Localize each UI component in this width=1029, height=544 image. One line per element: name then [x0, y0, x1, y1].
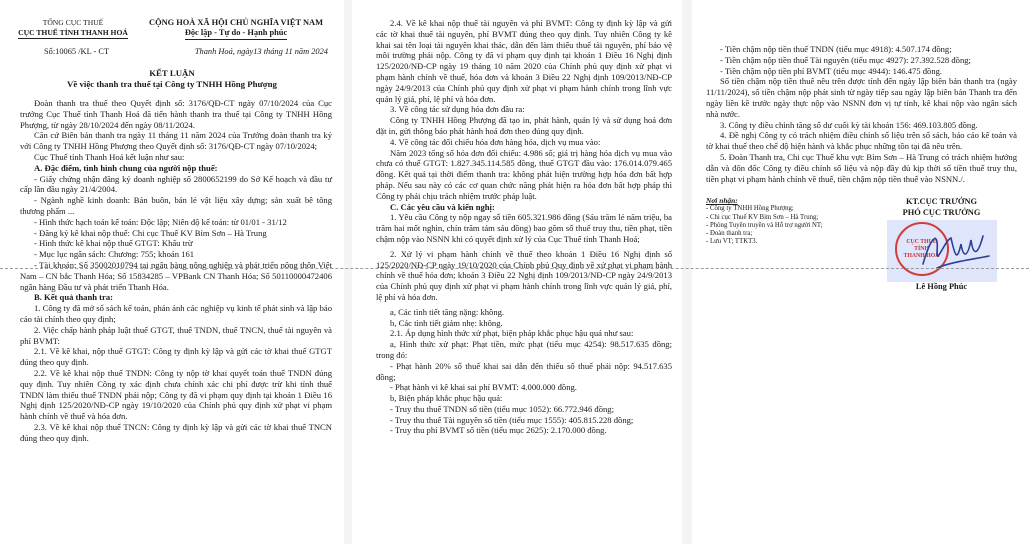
- signer-name: Lê Hồng Phúc: [915, 282, 968, 292]
- paragraph: 4. Về công tác đối chiếu hóa đơn hàng hóa, dịch vụ mua vào:: [390, 136, 601, 147]
- section-heading-b: B. Kết quả thanh tra:: [34, 292, 114, 303]
- paragraph: Đoàn thanh tra thuế theo Quyết định số: 3176/QĐ-CT ngày 07/10/2024 của Cục trưởng Cục Thuế tỉnh Thanh Hoá đã tiến hành thanh tra thuế tại Công ty TNHH Hồng Phượng, từ ngày 28/10/2024 đến ngày 08/11/2024.: [20, 98, 332, 130]
- list-item: - Đăng ký kê khai nộp thuế: Chi cục Thuế KV Bỉm Sơn – Hà Trung: [34, 227, 267, 238]
- recipient: - Chi cục Thuế KV Bỉm Sơn – Hà Trung;: [706, 213, 819, 221]
- list-item: 1. Công ty đã mở sổ sách kế toán, phản ánh các nghiệp vụ kinh tế phát sinh và lập báo cáo tài chính theo quy định;: [20, 303, 332, 324]
- signer-title: KT.CỤC TRƯỞNG: [905, 197, 978, 207]
- agency-name: CỤC THUẾ TỈNH THANH HOÁ: [18, 28, 128, 40]
- section-heading-a: A. Đặc điểm, tình hình chung của người nộp thuế:: [34, 162, 218, 173]
- list-item: - Phạt hành 20% số thuế khai sai dẫn đến thiếu số thuế phải nộp: 94.517.635 đồng;: [376, 360, 672, 382]
- signer-block: [866, 197, 1017, 293]
- list-item: - Giấy chứng nhận đăng ký doanh nghiệp số 2800652199 do Sở Kế hoạch và đầu tư cấp lần đầu ngày 21/4/2004.: [20, 173, 332, 195]
- list-item: - Hình thức hạch toán kế toán: Độc lập; Niên độ kế toán: từ 01/01 - 31/12: [34, 216, 287, 227]
- paragraph: Năm 2023 tổng số hóa đơn đối chiếu: 4.986 số; giá trị hàng hóa dịch vụ mua vào chưa có thuế GTGT: 1.827.345.114.585 đồng, thuế GTGT đầu vào: 176.014.079.465 đồng. Kết quả tại thời điểm thanh tra: không phát hiện trường hợp hóa đơn bất hợp pháp. Nếu sau này có các cơ quan chức năng phát hiện ra hóa đơn bất hợp pháp thì Công ty phải chịu trách nhiệm trước pháp luật.: [376, 147, 672, 201]
- list-item: - Tiền chậm nộp tiền thuế TNDN (tiểu mục 4918): 4.507.174 đồng;: [720, 44, 952, 54]
- nation-name: CỘNG HOÀ XÃ HỘI CHỦ NGHĨA VIỆT NAM: [149, 18, 323, 27]
- fold-line: [0, 268, 1029, 269]
- list-item: - Hình thức kê khai nộp thuế GTGT: Khấu trừ: [34, 238, 193, 249]
- list-item: - Tiền chậm nộp tiền phí BVMT (tiểu mục 4944): 146.475 đồng.: [720, 65, 943, 76]
- list-item: 2.1. Về kê khai, nộp thuế GTGT: Công ty định kỳ lập và gửi các tờ khai thuế GTGT đúng theo quy định.: [20, 346, 332, 368]
- place-date: Thanh Hoá, ngày13 tháng 11 năm 2024: [194, 47, 328, 56]
- page-gap: [682, 0, 692, 544]
- page-gap: [344, 0, 352, 544]
- paragraph: 2. Xử lý vi phạm hành chính về thuế theo khoản 1 Điều 16 Nghị định số 125/2020/NĐ-CP ngày 19/10/2020 của Chính phủ Quy định về xử phạt vi phạm hành chính về thuế hóa đơn; khoản 3 Điều 22 Nghị định 109/2013/NĐ-CP ngày 24/9/2013 của Chính phủ quy định xử phạt vi phạm hành chính trong lĩnh vực quản lý giá, phí, lệ phí và hóa đơn.: [376, 248, 672, 302]
- document-page-3: [692, 0, 1029, 544]
- recipient: - Đoàn thanh tra;: [706, 229, 753, 237]
- list-item: a, Hình thức xử phạt: Phạt tiền, mức phạt (tiểu mục 4254): 98.517.635 đồng; trong đó:: [376, 339, 672, 360]
- signer-subtitle: PHÓ CỤC TRƯỞNG: [902, 207, 981, 217]
- recipient: - Phòng Tuyên truyền và Hỗ trợ người NT;: [706, 221, 823, 229]
- list-item: - Phạt hành vi kê khai sai phí BVMT: 4.000.000 đồng.: [390, 382, 577, 393]
- national-motto-block: [138, 18, 334, 40]
- motto: Độc lập - Tự do - Hạnh phúc: [185, 28, 287, 40]
- list-item: a, Các tình tiết tăng nặng: không.: [390, 306, 505, 317]
- paragraph: 3. Về công tác sử dụng hóa đơn đầu ra:: [390, 104, 525, 115]
- recipient: - Công ty TNHH Hồng Phượng;: [706, 205, 794, 213]
- paragraph: 5. Đoàn Thanh tra, Chi cục Thuế khu vực Bỉm Sơn – Hà Trung có trách nhiệm hướng dẫn và đôn đốc Công ty điều chỉnh số liệu và nộp đầy đủ kịp thời số tiền thuế truy thu, tiền phạt vi phạm hành chính về thuế, tiền chậm nộp tiền thuế vào NSNN./.: [706, 151, 1017, 184]
- list-item: - Mục lục ngân sách: Chương: 755; khoản 161: [34, 249, 195, 260]
- seal-text: TỈNH: [914, 245, 929, 252]
- list-item: - Truy thu thuế Tài nguyên số tiền (tiểu mục 1555): 405.815.228 đồng;: [390, 414, 634, 425]
- title-line-2: Về việc thanh tra thuế tại Công ty TNHH Hồng Phượng: [67, 79, 277, 89]
- stamp-and-signature: [887, 220, 997, 282]
- list-item: 2.1. Áp dụng hình thức xử phạt, biện pháp khắc phục hậu quả như sau:: [390, 328, 634, 339]
- recipient: - Lưu VT; TTKT3.: [706, 237, 758, 245]
- title-line-1: KẾT LUẬN: [149, 68, 195, 78]
- list-item: b, Các tình tiết giảm nhẹ: không.: [390, 317, 503, 328]
- paragraph: Số tiền chậm nộp tiền thuế nêu trên được tính đến ngày lập biên bản thanh tra (ngày 11/11/2024), số tiền chậm nộp phát sinh từ ngày tiếp sau ngày lập biên bản Thanh tra đến ngày liền kề trước ngày thực nộp vào NSNN đơn vị tự tính, kê khai nộp vào ngân sách nhà nước.: [706, 76, 1017, 119]
- document-page-1: [0, 0, 344, 544]
- paragraph: 4. Đề nghị Công ty có trách nhiệm điều chỉnh số liệu trên sổ sách, báo cáo kế toán và tờ khai thuế theo chế độ hiện hành và khắc phục những tồn tại đã nêu trên.: [706, 130, 1017, 152]
- list-item: - Truy thu phí BVMT số tiền (tiểu mục 2625): 2.170.000 đồng.: [390, 425, 607, 436]
- signature-section: [706, 197, 1017, 293]
- list-item: b, Biện pháp khắc phục hậu quả:: [390, 393, 503, 404]
- seal-text: CỤC THUẾ: [906, 238, 937, 245]
- document-title: [0, 68, 344, 90]
- paragraph: 3. Công ty điều chỉnh tăng số dư cuối kỳ tài khoản 156: 469.103.805 đồng.: [720, 119, 978, 130]
- paragraph: 1. Yêu cầu Công ty nộp ngay số tiền 605.321.986 đồng (Sáu trăm lẻ năm triệu, ba trăm hai mốt nghìn, chín trăm tám sáu đồng) bao gồm số thuế truy thu, tiền phạt, tiền chậm nộp vào NSNN khi có quyết định xử lý của Cục Thuế tỉnh Thanh Hoá;: [376, 212, 672, 244]
- page2-body: [352, 0, 682, 436]
- recipients-label: Nơi nhận:: [706, 196, 738, 206]
- list-item: 2.2. Về kê khai nộp thuế TNDN: Công ty nộp tờ khai quyết toán thuế TNDN đúng quy định. Tuy nhiên Công ty xác định chưa chính xác chi phí được trừ khi tính thuế TNDN làm thiếu thuế TNDN phải nộp; Công ty đã vi phạm quy định tại khoản 1 Điều 16 Nghị định 125/2020/NĐ-CP ngày 19/10/2020 của Chính phủ quy định xử phạt vi phạm hành chính về thuế và hóa đơn.: [20, 367, 332, 422]
- recipients-block: [706, 197, 866, 293]
- document-number: Số:10065 /KL - CT: [44, 47, 110, 56]
- list-item: - Tiền chậm nộp tiền thuế Tài nguyên (tiểu mục 4927): 27.392.528 đồng;: [720, 54, 971, 65]
- number-date-row: [0, 40, 344, 56]
- handwritten-signature-icon: [917, 226, 993, 278]
- issuing-agency: [14, 18, 132, 40]
- document-header: [0, 0, 344, 40]
- seal-text: THANH HOÁ: [903, 252, 940, 259]
- list-item: - Tài khoản: Số 35002010794 tại ngân hàng nông nghiệp và phát triển nông thôn Việt Nam – CN bắc Thanh Hóa; Số 15834285 – VPBank CN Thanh Hóa; Số 50110000472406 ngân hàng Đầu tư và phát triển Thanh Hóa.: [20, 259, 332, 292]
- paragraph: Cục Thuế tỉnh Thanh Hoá kết luận như sau:: [34, 151, 185, 162]
- list-item: 2. Việc chấp hành pháp luật thuế GTGT, thuế TNDN, thuế TNCN, thuế tài nguyên và phí BVMT:: [20, 324, 332, 346]
- page1-body: [0, 90, 344, 444]
- list-item: - Ngành nghề kinh doanh: Bán buôn, bán lẻ vật liệu xây dựng; sản xuất bê tông thương phẩm ...: [20, 195, 332, 216]
- document-page-2: [352, 0, 682, 544]
- paragraph: Căn cứ Biên bản thanh tra ngày 11 tháng 11 năm 2024 của Trưởng đoàn thanh tra ký với Công ty TNHH Hồng Phượng theo Quyết định số: 3176/QĐ-CT ngày 07/10/2024;: [20, 130, 332, 152]
- page3-body: [692, 0, 1029, 293]
- agency-parent: TỔNG CỤC THUẾ: [42, 18, 104, 27]
- list-item: 2.3. Về kê khai nộp thuế TNCN: Công ty định kỳ lập và gửi các tờ khai thuế TNCN đúng theo quy định.: [20, 421, 332, 443]
- paragraph: 2.4. Về kê khai nộp thuế tài nguyên và phí BVMT: Công ty định kỳ lập và gửi các tờ khai thuế tài nguyên, phí BVMT đúng theo quy định. Tuy nhiên Công ty kê khai sai tên loại tài nguyên khai thác, dẫn đến làm thiếu thuế tài nguyên, phí bảo vệ môi trường phải nộp. Công ty đã vi phạm quy định tại khoản 1 Điều 16 Nghị định 125/2020/NĐ-CP ngày 19 tháng 10 năm 2020 của Chính phủ quy định xử phạt vi phạm hành chính về thuế, hóa đơn và khoản 3 Điều 22 Nghị định 109/2013/NĐ-CP ngày 24/9/2013 của Chính phủ quy định xử phạt vi phạm hành chính trong lĩnh vực quản lý giá, phí, lệ phí và hóa đơn.: [376, 18, 672, 104]
- paragraph: Công ty TNHH Hồng Phượng đã tạo in, phát hành, quản lý và sử dụng hoá đơn đặt in, gửi thông báo phát hành hoá đơn theo đúng quy định.: [376, 115, 672, 136]
- section-heading-c: C. Các yêu cầu và kiến nghị:: [390, 201, 495, 212]
- list-item: - Truy thu thuế TNDN số tiền (tiểu mục 1052): 66.772.946 đồng;: [390, 403, 614, 414]
